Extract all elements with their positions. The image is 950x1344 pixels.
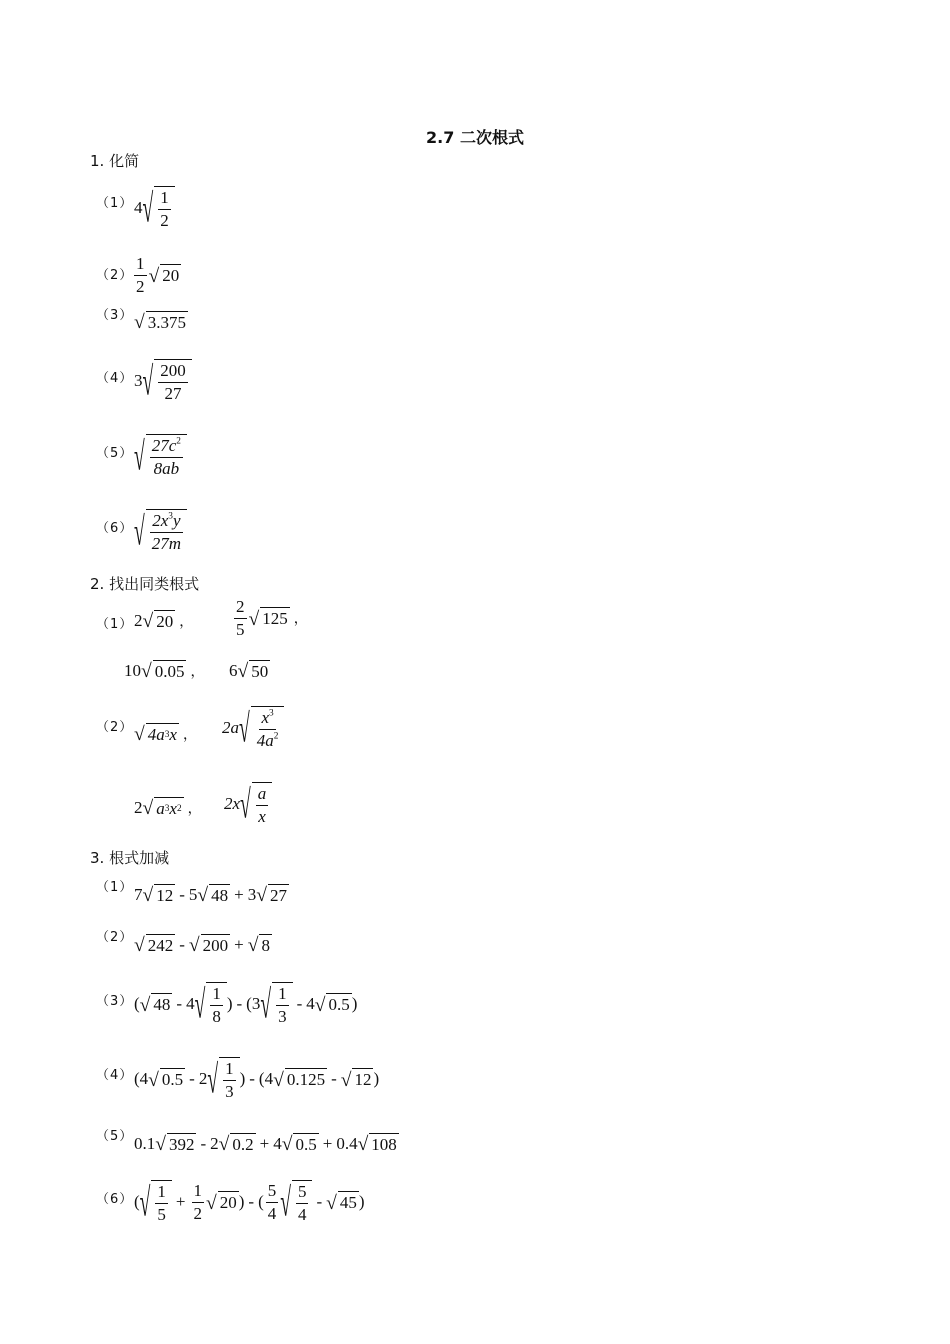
radical	[140, 1180, 172, 1224]
expression-1-2	[132, 254, 181, 296]
operator: -	[331, 1069, 337, 1089]
fraction: $27c^2$ 8ab	[151, 436, 181, 478]
radical: √ 8	[247, 935, 270, 957]
fraction: 1 8	[212, 984, 221, 1026]
operator: -	[179, 935, 185, 954]
operator: +	[175, 1192, 186, 1212]
fraction: $\frac{1}{2}$	[193, 1181, 202, 1223]
operator: -	[236, 994, 243, 1014]
expression-2-2-d: 2x √ a x	[224, 782, 272, 826]
radical-sign: √	[148, 265, 160, 287]
radical	[143, 359, 192, 403]
radical	[260, 982, 292, 1026]
radical: √ 200	[188, 935, 229, 957]
radical: √ 0.125	[273, 1069, 326, 1091]
problem-label: （6）	[96, 1192, 134, 1207]
problem-label: （5）	[96, 1129, 134, 1144]
problem-label: （2）	[96, 720, 134, 735]
problem-label: （4）	[96, 371, 134, 386]
radical-sign: √	[142, 885, 154, 907]
radical	[207, 1057, 239, 1101]
radical: √ 108	[357, 1134, 397, 1156]
operator: -	[200, 1134, 207, 1153]
radical-sign: √	[141, 661, 152, 683]
radical: √ 392	[155, 1134, 195, 1156]
operator: -	[248, 1192, 255, 1212]
radical: √ 27	[256, 885, 287, 907]
expression-1-4: 3 √ 200 27	[134, 359, 192, 403]
expression-3-6: ( √ 1 5 + $\frac{1}{2}$ √ 20 ) - ( 5 4 √ 5 4 - √ 45 )	[134, 1180, 365, 1224]
radical-sign: √	[142, 798, 154, 820]
radical-sign: √	[142, 360, 154, 405]
operator: -	[189, 1069, 195, 1089]
expression-3-4: ( 4 √ 0.5 - 2 √ 1 3 ) - ( 4 √ 0.125 - √ 12 )	[134, 1057, 379, 1101]
fraction: a x	[257, 784, 267, 826]
expression-3-3: ( √ 48 - 4 √ 1 8 ) - ( 3 √ 1 3 - 4 √ 0.5 )	[134, 982, 357, 1026]
expression-2-1-b: 2 5 √ 125 ，	[236, 597, 308, 639]
operator: +	[259, 1134, 270, 1153]
problem-label: （1）	[96, 617, 134, 632]
radical-sign: √	[247, 935, 259, 957]
page-title: 2.7 二次根式	[426, 128, 524, 147]
fraction: 1 2	[136, 254, 145, 296]
radical	[143, 186, 175, 230]
problem-label: （1）	[96, 880, 134, 895]
operator: +	[234, 935, 244, 954]
expression-2-1-a: 2 √ 20 ，	[134, 611, 194, 633]
radical	[240, 782, 272, 826]
radical: √ 0.5	[281, 1134, 317, 1156]
radical-sign: √	[281, 1134, 293, 1156]
radical-sign: √	[148, 1069, 159, 1091]
radical-sign: √	[340, 1069, 352, 1091]
problem-label: （3）	[96, 994, 134, 1009]
radical-sign: √	[207, 1058, 219, 1103]
radical: √ a 3 x 2	[142, 798, 182, 820]
radical-sign: √	[280, 1181, 291, 1226]
radical: √ 48	[139, 994, 171, 1016]
radical	[134, 509, 187, 553]
fraction: 1 3	[278, 984, 287, 1026]
radical: √ 12	[340, 1069, 372, 1091]
fraction: 5 4	[297, 1182, 307, 1224]
radical-sign: √	[134, 312, 145, 334]
problem-label: （2）	[96, 268, 134, 283]
radical: √ 20	[142, 611, 174, 633]
expression-2-1-c: 10 √ 0.05 ，	[124, 661, 205, 683]
radical-sign: √	[139, 1181, 151, 1226]
problem-label: （5）	[96, 446, 134, 461]
radical-sign: √	[142, 187, 154, 232]
radical-sign: √	[197, 885, 209, 907]
expression-2-2-b: 2a √ $x^3$ $4a^2$	[222, 706, 284, 750]
fraction: 1 5	[157, 1182, 166, 1224]
fraction: 200 27	[160, 361, 186, 403]
radical-sign: √	[239, 707, 250, 752]
radical-sign: √	[260, 983, 272, 1028]
problem-label: （3）	[96, 308, 134, 323]
operator: +	[234, 885, 244, 904]
radical-sign: √	[326, 1192, 337, 1214]
problem-label: （1）	[96, 196, 134, 211]
radical: √ 3.375	[134, 312, 186, 334]
radical-sign: √	[194, 983, 206, 1028]
radical: √ 20	[148, 265, 180, 287]
radical-sign: √	[134, 435, 145, 480]
problem-label: （6）	[96, 521, 134, 536]
radical-sign: √	[134, 724, 145, 746]
fraction: $2x^3y$ 27m	[151, 511, 182, 553]
expression-3-1: 7 √ 12 - 5 √ 48 + 3 √ 27	[134, 885, 287, 907]
expression-1-1: 4 √ 1 2	[134, 186, 175, 230]
fraction: $x^3$ $4a^2$	[256, 708, 279, 750]
radical: √ 50	[237, 661, 269, 683]
operator: -	[249, 1069, 255, 1089]
radical-sign: √	[206, 1192, 217, 1214]
radical: √ 12	[142, 885, 174, 907]
operator: -	[316, 1192, 323, 1212]
problem-label: （2）	[96, 930, 134, 945]
radical-sign: √	[218, 1134, 230, 1156]
radical	[280, 1180, 312, 1224]
fraction: 1 2	[160, 188, 169, 230]
expression-2-2-c: 2 √ a 3 x 2 ，	[134, 798, 202, 820]
radical-sign: √	[142, 611, 154, 633]
section-1-heading: 1. 化简	[90, 152, 140, 170]
expression-3-5: 0.1 √ 392 - 2 √ 0.2 + 4 √ 0.5 + 0.4 √ 108	[134, 1134, 397, 1156]
radical: √ 0.05	[141, 661, 185, 683]
problem-label: （4）	[96, 1068, 134, 1083]
radical: √ 125	[248, 608, 288, 630]
radical-sign: √	[256, 885, 267, 907]
radical-sign: √	[237, 661, 249, 683]
radical-sign: √	[273, 1069, 284, 1091]
radical: √ 0.2	[218, 1134, 254, 1156]
radical: √ 4a 3 x	[134, 724, 177, 746]
radical-sign: √	[314, 994, 326, 1016]
radical: √ 45	[326, 1192, 357, 1214]
radical-sign: √	[155, 1134, 166, 1156]
fraction: 2 5	[236, 597, 245, 639]
radical-sign: √	[240, 783, 251, 828]
expression-1-6	[134, 509, 187, 553]
operator: +	[322, 1134, 333, 1153]
fraction: 5 4	[267, 1181, 277, 1223]
radical-sign: √	[134, 510, 145, 555]
radical-sign: √	[134, 935, 145, 957]
radical: √ 48	[197, 885, 229, 907]
operator: -	[176, 994, 183, 1014]
radical-sign: √	[248, 608, 260, 630]
expression-2-2-a: √ 4a 3 x ，	[134, 724, 197, 746]
radical: √ 0.5	[314, 994, 350, 1016]
operator: -	[296, 994, 303, 1014]
radical: √ 0.5	[148, 1069, 184, 1091]
radical: √ 242	[134, 935, 174, 957]
radical-sign: √	[139, 994, 151, 1016]
section-3-heading: 3. 根式加减	[90, 849, 170, 867]
radical-sign: √	[188, 935, 200, 957]
expression-2-1-d: 6 √ 50	[229, 661, 269, 683]
operator: -	[179, 885, 185, 904]
fraction: 1 3	[225, 1059, 234, 1101]
radical: √ 20	[206, 1192, 237, 1214]
radical-sign: √	[357, 1134, 369, 1156]
section-2-heading: 2. 找出同类根式	[90, 575, 200, 593]
